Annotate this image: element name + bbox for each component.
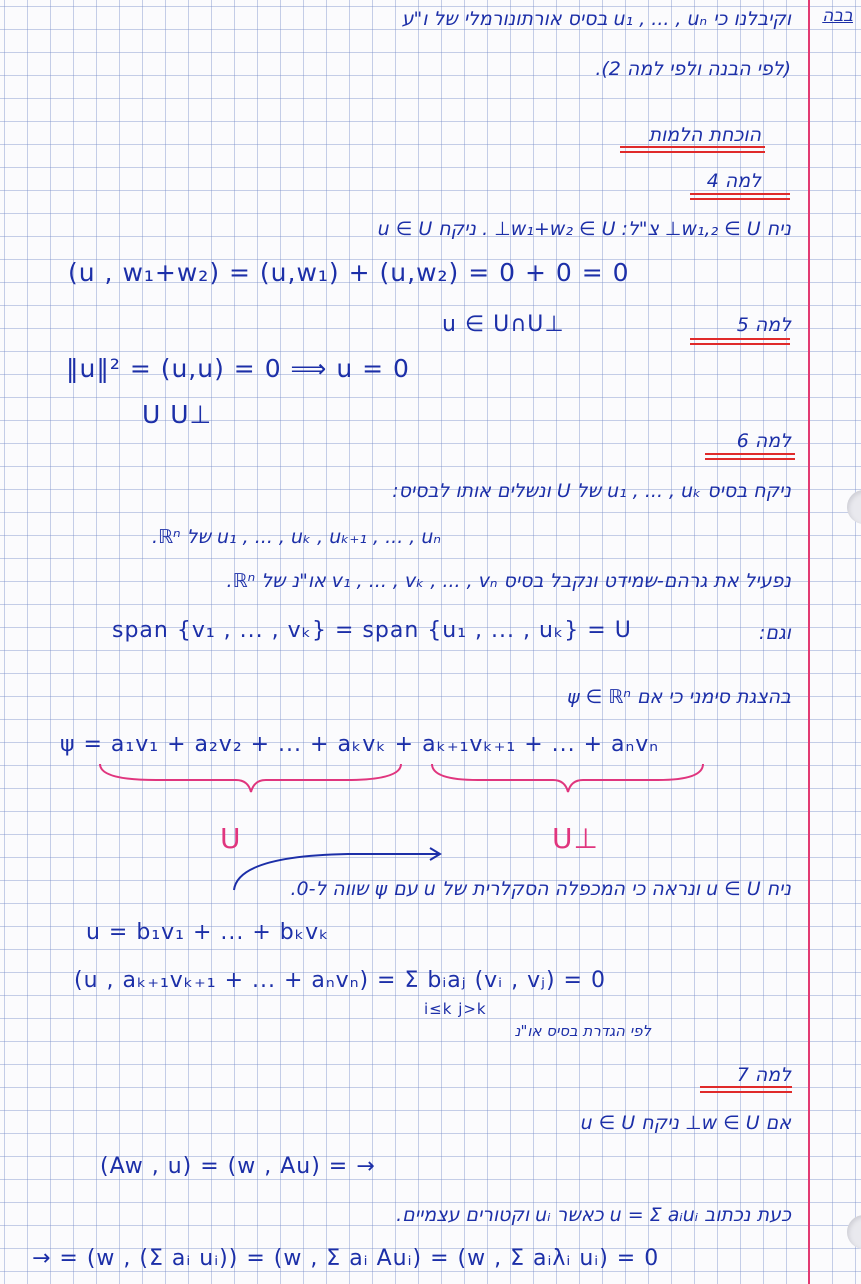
lemma-heading: למה 7 — [736, 1064, 791, 1086]
lemma-heading: למה 5 — [736, 314, 791, 336]
text-line: ניח w₁,₂ ∈ U⊥ צ"ל: w₁+w₂ ∈ U⊥ . ניקח u ∈ U — [377, 218, 791, 240]
heading-underline — [705, 453, 795, 455]
annotation: לפי הגדרת בסיס או"נ — [514, 1022, 651, 1040]
text-line: (לפי הבנה ולפי למה 2). — [595, 58, 791, 80]
heading-underline — [690, 338, 790, 340]
brace-left — [96, 758, 406, 798]
math-line: ‖u‖² = (u,u) = 0 ⟹ u = 0 — [66, 354, 410, 383]
text-line: u₁ , ... , uₖ , uₖ₊₁ , ... , uₙ של ℝⁿ. — [151, 526, 441, 548]
heading-underline — [690, 343, 790, 345]
text-line: בהצגת סימני כי אם ψ ∈ ℝⁿ — [567, 686, 791, 708]
heading-underline — [620, 151, 765, 153]
lemma-heading: למה 4 — [706, 170, 761, 192]
math-line: (u , aₖ₊₁vₖ₊₁ + ... + aₙvₙ) = Σ bᵢaⱼ (vᵢ , vⱼ) = 0 — [74, 968, 606, 993]
math-line: u = b₁v₁ + ... + bₖvₖ — [86, 920, 330, 945]
math-subscript: i≤k j>k — [424, 1000, 487, 1018]
brace-right — [428, 758, 708, 798]
brace-label-U: U — [220, 822, 242, 855]
heading-underline — [705, 458, 795, 460]
math-line: span {v₁ , ... , vₖ} = span {u₁ , ... , uₖ} = U — [112, 618, 632, 643]
text-line: נפעיל את גרהם-שמידט ונקבל בסיס v₁ , ... , vₖ , ... , vₙ או"נ של ℝⁿ. — [226, 570, 791, 592]
math-line: u ∈ U∩U⊥ — [442, 312, 565, 337]
binder-hole — [847, 1215, 861, 1249]
margin-line — [808, 0, 810, 1284]
text-line: וגם: — [758, 622, 791, 644]
text-line: כעת נכתוב u = Σ aᵢuᵢ כאשר uᵢ וקטורים עצמיים. — [396, 1204, 791, 1226]
text-line: וקיבלנו כי u₁ , ... , uₙ בסיס אורתונורמלי של ו"ע — [401, 8, 791, 30]
text-line: ניקח בסיס u₁ , ... , uₖ של U ונשלים אותו לבסיס: — [392, 480, 791, 502]
heading-underline — [690, 193, 790, 195]
math-line: (Aw , u) = (w , Au) = → — [100, 1154, 376, 1179]
text-line: אם w ∈ U⊥ ניקח u ∈ U — [580, 1112, 791, 1134]
binder-hole — [847, 490, 861, 524]
lemma-heading: למה 6 — [736, 430, 791, 452]
page-tag: בבה — [822, 6, 853, 26]
brace-label-U-perp: U⊥ — [552, 822, 599, 855]
math-line: U U⊥ — [142, 400, 213, 429]
math-line: ψ = a₁v₁ + a₂v₂ + ... + aₖvₖ + aₖ₊₁vₖ₊₁ + ... + aₙvₙ — [60, 732, 660, 757]
math-line: → = (w , (Σ aᵢ uᵢ)) = (w , Σ aᵢ Auᵢ) = (w , Σ aᵢλᵢ uᵢ) = 0 — [32, 1246, 660, 1271]
heading-underline — [620, 146, 765, 148]
text-line: ניח u ∈ U ונראה כי המכפלה הסקלרית של u עם ψ שווה ל-0. — [290, 878, 791, 900]
math-line: (u , w₁+w₂) = (u,w₁) + (u,w₂) = 0 + 0 = 0 — [68, 258, 630, 287]
heading-underline — [700, 1091, 792, 1093]
heading-underline — [690, 198, 790, 200]
heading-underline — [700, 1086, 792, 1088]
section-heading: הוכחת הלמות — [648, 124, 761, 146]
